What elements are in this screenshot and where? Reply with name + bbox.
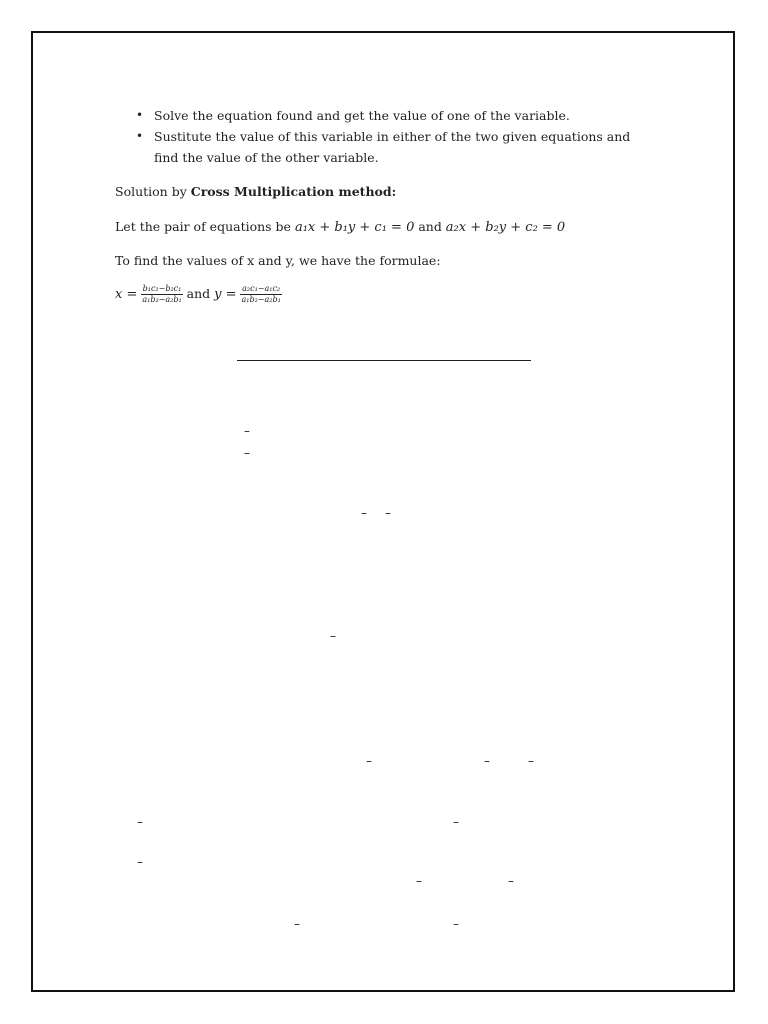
stray-dash-mark: – [416,874,422,888]
stray-dash-mark: – [137,815,143,829]
solution-prefix: Solution by [115,184,191,199]
stray-dash-mark: – [508,874,514,888]
bullet-item: • Solve the equation found and get the value of one of the variable. [142,105,655,126]
and-y-text: and [182,286,215,301]
page-content [115,105,655,305]
stray-dash-mark: – [366,754,372,768]
x-numerator: b₁c₂−b₂c₁ [142,284,182,293]
equation-pair-line [115,216,655,238]
bullet-list [115,105,655,168]
stray-dash-mark: – [385,506,391,520]
y-denominator: a₁b₂−a₂b₁ [241,295,281,304]
stray-dash-mark: – [528,754,534,768]
stray-dash-mark: – [330,629,336,643]
stray-dash-mark: – [294,917,300,931]
stray-dash-mark: – [244,446,250,460]
stray-dash-mark: – [361,506,367,520]
stray-dash-mark: – [453,917,459,931]
y-numerator: a₂c₁−a₁c₂ [242,284,281,293]
solution-heading [115,181,655,202]
y-fraction [240,284,281,305]
x-equals: x = [115,287,138,302]
solution-method-bold: Cross Multiplication method: [190,184,397,199]
equation-2: a₂x + b₂y + c₂ = 0 [445,220,566,235]
bullet-item: • Sustitute the value of this variable in either of the two given equations and find the value of the other variable. [142,126,655,168]
x-fraction [141,284,182,305]
formula-intro: To find the values of x and y, we have the formulae: [115,253,441,268]
formula-line [115,283,655,305]
stray-dash-mark: – [453,815,459,829]
let-text: Let the pair of equations be [115,219,295,234]
stray-dash-mark: – [484,754,490,768]
stray-dash-mark: – [244,424,250,438]
horizontal-rule [237,360,531,361]
document-page [31,31,735,992]
and-text: and [414,219,446,234]
stray-dash-mark: – [137,855,143,869]
x-denominator: a₁b₂−a₂b₁ [142,295,182,304]
y-equals: y = [214,287,237,302]
equation-1: a₁x + b₁y + c₁ = 0 [294,220,415,235]
